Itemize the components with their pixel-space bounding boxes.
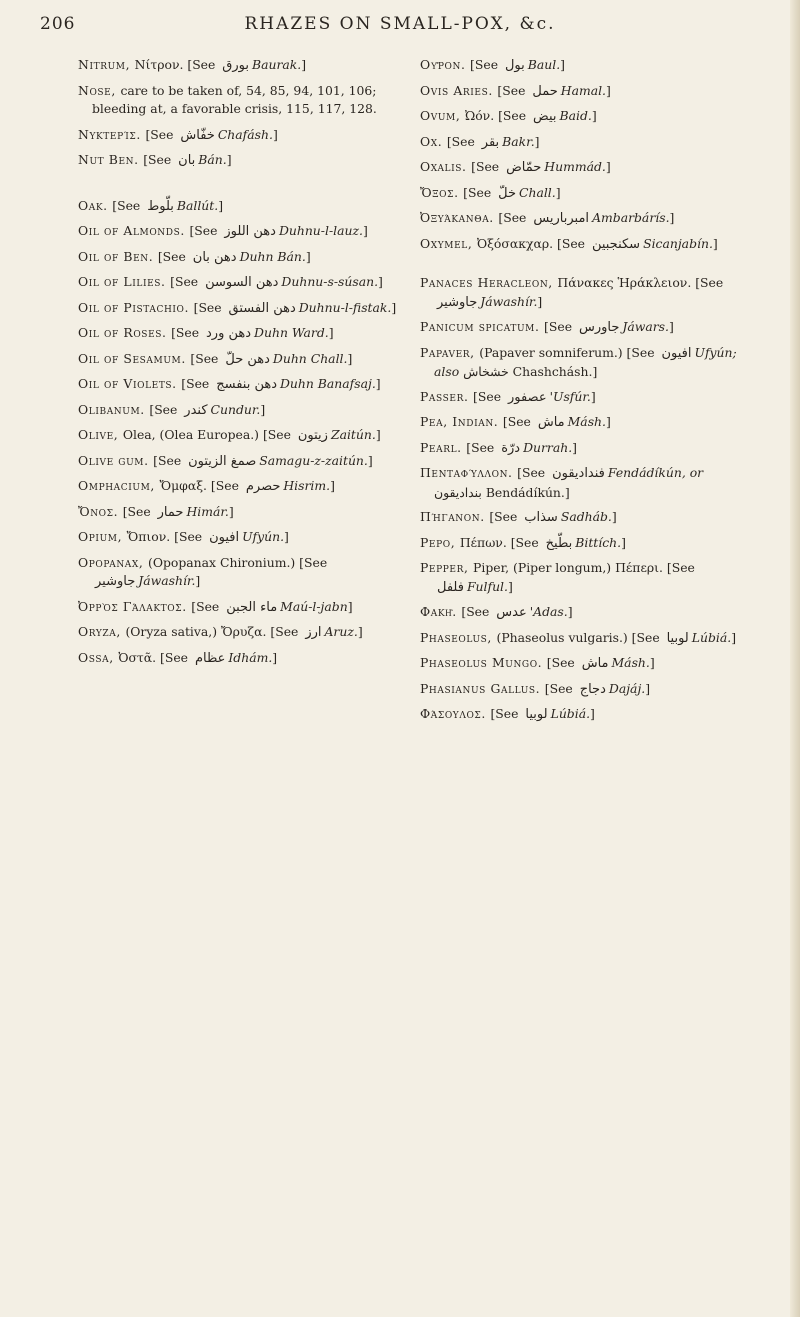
transliteration: Duhnu-l-lauz.: [278, 223, 363, 238]
entry-text: [See: [190, 350, 223, 366]
entry-tail: ]: [712, 235, 718, 251]
right-column: [420, 56, 750, 731]
index-entry: [78, 452, 408, 472]
entry-heading: Opium,: [78, 529, 127, 544]
arabic-term: عصفور: [507, 389, 547, 405]
entry-heading: Nut Ben.: [78, 152, 144, 167]
arabic-term: لوبيا: [525, 707, 548, 722]
transliteration: Chall.: [519, 184, 556, 200]
arabic-term: سذاب: [524, 510, 558, 525]
entry-heading: Nose,: [78, 82, 121, 98]
entry-heading: Oil of Roses.: [78, 325, 172, 340]
transliteration: Ufyún; also: [434, 344, 737, 379]
index-entry: [420, 107, 750, 127]
index-entry: [420, 603, 750, 623]
entry-text: [See: [470, 57, 502, 72]
entry-tail: ]: [507, 578, 513, 594]
entry-heading: Φάσουλος.: [420, 706, 491, 721]
entry-text: Olea, (Olea Europea.) [See: [122, 427, 295, 442]
entry-heading: Passer.: [420, 388, 474, 404]
transliteration: Baid.: [559, 108, 592, 123]
transliteration: Cundur.: [210, 401, 261, 417]
index-entry: [420, 56, 750, 76]
entry-heading: Πενταφύλλον.: [420, 465, 518, 480]
arabic-term: خلّ: [498, 185, 516, 201]
arabic-term: ماش: [537, 415, 565, 430]
index-entry: [420, 388, 750, 408]
arabic-term: بقر: [481, 134, 500, 150]
index-entry: [420, 318, 750, 338]
entry-text: [See: [498, 210, 531, 225]
index-entry: [420, 534, 750, 554]
entry-text: [See: [171, 325, 204, 340]
index-entry: [78, 554, 408, 592]
transliteration: Sadháb.: [560, 509, 612, 524]
index-entry: [420, 508, 750, 528]
entry-text: [See: [517, 465, 550, 480]
arabic-term: افيون: [661, 345, 692, 361]
entry-tail: خشخاش Chashchásh.]: [463, 364, 598, 379]
transliteration: Duhnu-s-súsan.: [281, 274, 379, 289]
arabic-term: بورق: [222, 58, 249, 73]
index-entry: [78, 151, 408, 171]
entry-heading: Panicum spicatum.: [420, 319, 545, 334]
transliteration: Maú-l-jabn: [280, 598, 348, 614]
entry-tail: ]: [347, 350, 353, 366]
entry-tail: ]: [731, 629, 737, 645]
index-entry: [78, 426, 408, 446]
transliteration: Dajáj.: [608, 680, 646, 696]
entry-heading: Phasianus Gallus.: [420, 680, 545, 696]
entry-tail: ]: [357, 624, 363, 639]
entry-heading: Ossa,: [78, 649, 119, 665]
index-entry: [78, 273, 408, 293]
left-column: [78, 56, 408, 674]
entry-text: [See: [193, 299, 226, 315]
transliteration: Duhn Ward.: [254, 325, 329, 340]
entry-heading: Pepper,: [420, 560, 474, 575]
arabic-term: حصرم: [245, 479, 281, 494]
entry-heading: Ox.: [420, 133, 447, 149]
arabic-term: حمار: [157, 504, 184, 520]
arabic-term: دجاج: [579, 681, 606, 697]
entry-tail: ]: [537, 293, 543, 309]
arabic-term: عدس: [496, 605, 527, 620]
entry-text: [See: [143, 152, 176, 167]
entry-tail: ]: [649, 655, 655, 670]
entry-heading: Oak.: [78, 197, 113, 213]
entry-heading: Φακῆ.: [420, 604, 462, 619]
entry-heading: Νυκτερίς.: [78, 126, 146, 142]
arabic-term: ارز: [305, 625, 322, 640]
entry-tail: ]: [572, 439, 577, 455]
index-entry: [78, 56, 408, 76]
index-entry: [78, 598, 408, 618]
entry-tail: ]: [668, 319, 674, 334]
entry-text: [See: [446, 133, 479, 149]
transliteration: Jáwashír.: [480, 293, 538, 309]
arabic-term: خفّاش: [180, 127, 215, 143]
arabic-term: دهن الفستق: [228, 300, 296, 316]
entry-tail: ]: [605, 414, 611, 429]
entry-heading: Ovum,: [420, 108, 465, 123]
entry-tail: بنداديقون Bendádíkún.]: [434, 484, 570, 500]
transliteration: Sicanjabín.: [643, 235, 713, 251]
entry-heading: Opopanax,: [78, 554, 148, 570]
index-entry: [420, 274, 750, 312]
arabic-term: لوبيا: [666, 630, 689, 646]
entry-text: Ὀξόσακχαρ. [See: [476, 235, 589, 251]
entry-text: Ὄπιον. [See: [126, 529, 207, 544]
transliteration: Baul.: [527, 57, 561, 72]
entry-text: [See: [544, 680, 577, 696]
index-entry: [78, 324, 408, 344]
arabic-term: دهن ورد: [206, 326, 252, 341]
transliteration: Durrah.: [523, 439, 573, 455]
entry-heading: Phaseolus,: [420, 629, 497, 645]
entry-tail: ]: [555, 184, 561, 200]
entry-text: [See: [473, 388, 505, 404]
index-entry: [420, 158, 750, 178]
transliteration: Fendádíkún, or: [607, 465, 704, 480]
transliteration: Jáwashír.: [138, 573, 196, 588]
index-entry: [420, 184, 750, 204]
index-entry: [78, 375, 408, 395]
entry-text: [See: [490, 706, 523, 721]
index-entry: [420, 559, 750, 597]
transliteration: Hisrim.: [283, 478, 331, 493]
arabic-term: بول: [504, 58, 525, 73]
entry-tail: ]: [567, 604, 573, 619]
entry-tail: ]: [375, 427, 381, 442]
transliteration: Samagu-z-zaitún.: [259, 452, 368, 468]
entry-text: (Opopanax Chironium.) [See: [147, 554, 328, 570]
transliteration: Fulful.: [466, 578, 508, 594]
entry-text: [See: [145, 126, 178, 142]
entry-heading: Ὄνος.: [78, 503, 123, 519]
entry-heading: Oil of Pistachio.: [78, 299, 194, 315]
entry-text: [See: [544, 319, 576, 334]
entry-tail: ]: [330, 478, 335, 493]
transliteration: Másh.: [611, 655, 650, 670]
entry-text: Ὄμφαξ. [See: [159, 478, 243, 493]
arabic-term: امبرباريس: [533, 211, 590, 226]
entry-heading: Olibanum.: [78, 401, 150, 417]
entry-text: [See: [181, 376, 214, 391]
transliteration: Ufyún.: [242, 529, 285, 544]
transliteration: Bittích.: [575, 534, 622, 550]
entry-text: [See: [170, 274, 203, 289]
entry-text: [See: [489, 509, 522, 524]
entry-tail: ]: [362, 223, 368, 238]
transliteration: Másh.: [567, 414, 606, 429]
entry-tail: ]: [301, 57, 307, 72]
entry-text: [See: [112, 197, 145, 213]
arabic-term: حمل: [532, 83, 558, 99]
entry-heading: Nitrum,: [78, 57, 135, 72]
entry-text: [See: [497, 82, 530, 98]
entry-heading: Olive,: [78, 427, 123, 442]
entry-heading: Πήγανον.: [420, 509, 490, 524]
entry-text: Νίτρον. [See: [134, 57, 220, 72]
transliteration: Aruz.: [324, 624, 358, 639]
transliteration: Duhn Chall.: [272, 350, 348, 366]
entry-text: [See: [471, 159, 504, 174]
entry-text: [See: [191, 598, 224, 614]
page-edge: [790, 0, 800, 1317]
arabic-term: دهن السوسن: [205, 275, 279, 290]
index-entry: [78, 528, 408, 548]
entry-text: (Phaseolus vulgaris.) [See: [496, 629, 664, 645]
entry-tail: ]: [590, 388, 596, 404]
arabic-term: جاوشير: [95, 574, 136, 589]
entry-tail: ]: [260, 401, 266, 417]
arabic-term: دهن اللوز: [224, 224, 276, 239]
index-entry: [420, 344, 750, 382]
arabic-term: ماش: [581, 656, 609, 671]
entry-tail: ]: [347, 598, 353, 614]
arabic-term: حمّاض: [506, 160, 542, 175]
transliteration: Ambarbárís.: [592, 210, 670, 225]
entry-tail: ]: [375, 376, 381, 391]
entry-heading: Pearl.: [420, 439, 467, 455]
entry-heading: Papaver,: [420, 344, 480, 360]
arabic-term: عظام: [194, 650, 226, 666]
entry-text: care to be taken of, 54, 85, 94, 101, 106; bleeding at, a favorable crisis, 115, 117, 128.: [92, 82, 377, 116]
index-entry: [78, 222, 408, 242]
entry-text: [See: [502, 414, 535, 429]
entry-heading: Ὀξυάκανθα.: [420, 210, 499, 225]
entry-tail: ]: [367, 452, 373, 468]
entry-tail: ]: [645, 680, 651, 696]
arabic-term: بطّيخ: [545, 535, 573, 551]
transliteration: Zaitún.: [330, 427, 376, 442]
arabic-term: جاوشير: [437, 294, 478, 310]
transliteration: 'Adas.: [529, 604, 568, 619]
arabic-term: دهن بان: [192, 249, 237, 265]
entry-tail: ]: [378, 274, 383, 289]
entry-tail: ]: [591, 108, 597, 123]
entry-tail: ]: [605, 159, 611, 174]
entry-tail: ]: [606, 82, 611, 98]
entry-text: [See: [546, 655, 579, 670]
transliteration: 'Usfúr.: [549, 388, 591, 404]
index-entry: [78, 649, 408, 669]
transliteration: Idhám.: [228, 649, 273, 665]
transliteration: Hummád.: [544, 159, 606, 174]
entry-text: [See: [463, 184, 496, 200]
transliteration: Ballút.: [176, 197, 219, 213]
entry-text: Piper, (Piper longum,) Πέπερι. [See: [473, 560, 695, 575]
index-entry: [420, 629, 750, 649]
entry-tail: ]: [284, 529, 289, 544]
transliteration: Himár.: [186, 503, 229, 519]
arabic-term: صمغ الزيتون: [188, 453, 257, 469]
entry-heading: Pepo,: [420, 534, 460, 550]
arabic-term: بان: [178, 153, 196, 168]
entry-tail: ]: [669, 210, 675, 225]
index-entry: [78, 299, 408, 319]
index-entry: [78, 82, 408, 120]
entry-tail: ]: [328, 325, 334, 340]
entry-text: Ὠόν. [See: [464, 108, 531, 123]
transliteration: Hamal.: [560, 82, 606, 98]
transliteration: Duhn Bán.: [239, 248, 306, 264]
entry-heading: Oxymel,: [420, 235, 477, 251]
arabic-term: كندر: [184, 402, 208, 418]
arabic-term: زيتون: [297, 428, 328, 443]
index-entry: [78, 197, 408, 217]
entry-text: Πάνακες Ἡράκλειον. [See: [557, 275, 724, 290]
index-entry: [78, 401, 408, 421]
entry-tail: ]: [534, 133, 540, 149]
entry-heading: Oil of Lilies.: [78, 274, 171, 289]
arabic-term: درّة: [501, 440, 521, 456]
entry-text: [See: [466, 439, 499, 455]
arabic-term: سكنجبين: [591, 236, 641, 252]
arabic-term: فلفل: [437, 579, 464, 595]
index-entry: [78, 248, 408, 268]
index-entry: [420, 133, 750, 153]
arabic-term: دهن حلّ: [225, 351, 270, 367]
transliteration: Baurak.: [252, 57, 302, 72]
index-entry: [78, 503, 408, 523]
entry-heading: Oryza,: [78, 624, 126, 639]
entry-heading: Oil of Sesamum.: [78, 350, 191, 366]
entry-text: (Papaver somniferum.) [See: [479, 344, 659, 360]
transliteration: Lúbiá.: [691, 629, 732, 645]
entry-tail: ]: [272, 126, 278, 142]
entry-tail: ]: [590, 706, 595, 721]
entry-tail: ]: [560, 57, 565, 72]
entry-heading: Olive gum.: [78, 452, 154, 468]
index-entry: [420, 235, 750, 255]
arabic-term: ماء الجبن: [226, 599, 278, 615]
entry-tail: ]: [228, 503, 234, 519]
entry-text: [See: [189, 223, 222, 238]
entry-tail: ]: [195, 573, 201, 588]
entry-tail: ]: [226, 152, 232, 167]
entry-heading: Omphacium,: [78, 478, 160, 493]
transliteration: Jáwars.: [622, 319, 669, 334]
transliteration: Duhn Banafsaj.: [279, 376, 376, 391]
arabic-term: فنداديقون: [552, 466, 605, 481]
index-entry: [78, 126, 408, 146]
entry-tail: ]: [621, 534, 626, 550]
entry-text: [See: [461, 604, 494, 619]
entry-heading: Panaces Heracleon,: [420, 275, 558, 290]
index-entry: [420, 705, 750, 725]
index-entry: [420, 439, 750, 459]
entry-heading: Oil of Ben.: [78, 248, 158, 264]
entry-heading: Pea, Indian.: [420, 414, 503, 429]
entry-tail: ]: [305, 248, 311, 264]
index-entry: [420, 82, 750, 102]
entry-heading: Oxalis.: [420, 159, 472, 174]
arabic-term: افيون: [209, 530, 240, 545]
index-entry: [420, 680, 750, 700]
entry-heading: Phaseolus Mungo.: [420, 655, 547, 670]
entry-text: [See: [122, 503, 155, 519]
index-entry: [78, 623, 408, 643]
entry-heading: Οὖρον.: [420, 57, 471, 72]
index-entry: [78, 477, 408, 497]
transliteration: Duhnu-l-fistak.: [298, 299, 392, 315]
entry-text: [See: [157, 248, 190, 264]
entry-tail: ]: [218, 197, 224, 213]
transliteration: Lúbiá.: [550, 706, 591, 721]
entry-tail: ]: [611, 509, 617, 524]
arabic-term: دهن بنفسج: [216, 377, 277, 392]
index-entry: [420, 413, 750, 433]
index-entry: [420, 209, 750, 229]
entry-text: [See: [149, 401, 182, 417]
entry-heading: Oil of Almonds.: [78, 223, 190, 238]
arabic-term: بلّوط: [147, 198, 174, 214]
entry-heading: Oil of Violets.: [78, 376, 182, 391]
index-entry: [420, 464, 750, 502]
page-header: [40, 14, 760, 38]
index-entry: [420, 654, 750, 674]
entry-text: Ὀστᾶ. [See: [118, 649, 192, 665]
entry-heading: Ὀρρὸς Γάλακτος.: [78, 598, 192, 614]
arabic-term: [377, 102, 383, 117]
index-entry: [78, 350, 408, 370]
entry-text: (Oryza sativa,) Ὄρυζα. [See: [125, 624, 303, 639]
running-title: RHAZES ON SMALL-POX, &c.: [244, 14, 556, 34]
transliteration: Bán.: [198, 152, 227, 167]
entry-heading: Ὄξος.: [420, 184, 464, 200]
entry-tail: ]: [391, 299, 397, 315]
entry-heading: Ovis Aries.: [420, 82, 498, 98]
page-number: 206: [40, 14, 76, 34]
entry-text: [See: [153, 452, 186, 468]
transliteration: Bakr.: [502, 133, 535, 149]
entry-text: Πέπων. [See: [459, 534, 543, 550]
arabic-term: جاورس: [578, 320, 620, 335]
transliteration: Chafásh.: [217, 126, 273, 142]
arabic-term: بيض: [533, 109, 557, 124]
entry-tail: ]: [272, 649, 278, 665]
